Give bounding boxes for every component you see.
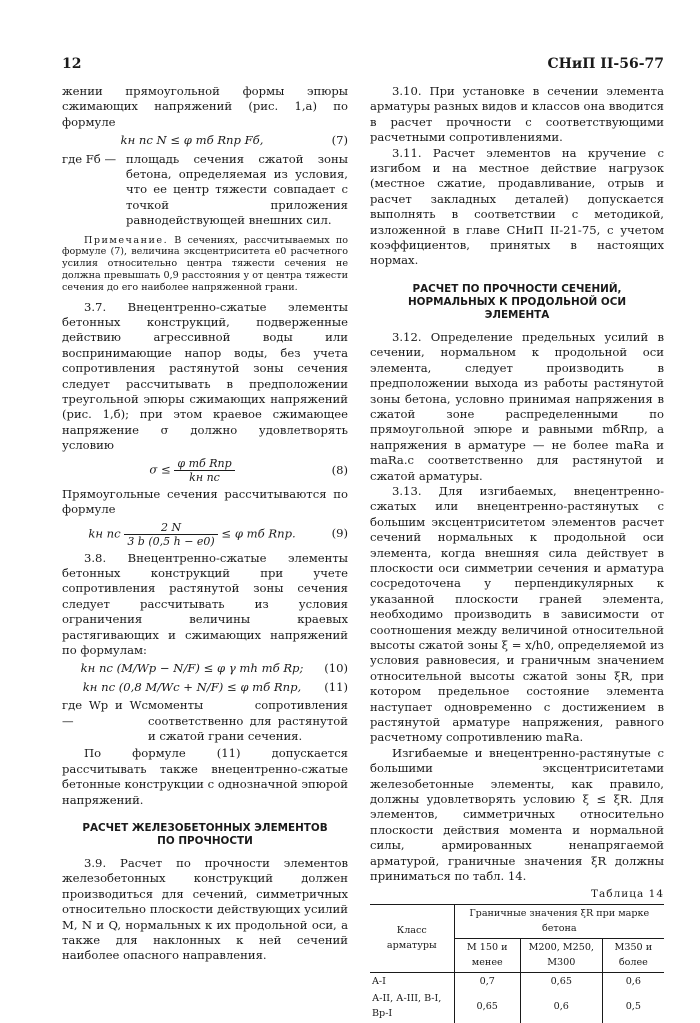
- formula-9: [62, 521, 348, 548]
- document-title: СНиП II-56-77: [547, 56, 664, 72]
- table-14: [370, 904, 664, 1023]
- note-text: В сечениях, рассчитываемых по формуле (7), величина эксцентриситета e0 расчетного усилия относительно центра тяжести сечения не должна превышать 0,9 расстояния y от центра тяжести сечения до его наиболее напряженной грани.: [62, 234, 348, 293]
- where-text: моменты сопротивления соответственно для растянутой и сжатой грани сечения.: [148, 698, 348, 743]
- formula-11-expr: kн nс (0,8 M/Wс + N/F) ≤ φ mб Rпр,: [82, 679, 302, 694]
- formula-11-number: (11): [324, 679, 348, 694]
- header-group: Граничные значения ξR при марке бетона: [454, 904, 664, 938]
- cell-value: 0,6: [602, 972, 664, 990]
- table-caption: Таблица 14: [591, 887, 664, 900]
- cell-value: 0,6: [520, 990, 602, 1023]
- formula-10-number: (10): [324, 661, 348, 676]
- paragraph-3-11: 3.11. Расчет элементов на кручение с изгибом и на местное действие нагрузок (местное сжатие, продавливание, отрыв и расчет закладных деталей) допускается выполнять в соответствии с методикой, изложенной в главе СНиП II-21-75, с учетом коэффициентов, принятых в настоящих нормах.: [370, 145, 664, 268]
- formula-7: [62, 133, 348, 148]
- formula-8: [62, 457, 348, 484]
- formula-9-right: ≤ φ mб Rпр.: [221, 526, 296, 541]
- formula-8-left: σ ≤: [149, 462, 171, 477]
- left-column: [62, 84, 348, 964]
- where-text: площадь сечения сжатой зоны бетона, определяемая из условия, что ее центр тяжести совпадает с точкой приложения равнодействующей внешних сил.: [126, 151, 348, 228]
- table-row: [370, 990, 664, 1023]
- paragraph-formula-11: По формуле (11) допускается рассчитывать также внецентренно-сжатые бетонные конструкции с однозначной эпюрой напряжений.: [62, 746, 348, 807]
- note: [62, 235, 348, 294]
- right-column: [370, 84, 664, 1023]
- formula-11: [62, 680, 348, 695]
- formula-9-denominator: 3 b (0,5 h − e0): [127, 534, 215, 548]
- header-m350: М350 и более: [602, 938, 664, 972]
- paragraph-3-7: 3.7. Внецентренно-сжатые элементы бетонных конструкций, подверженные действию агрессивной воды или воспринимающие напор воды, без учета сопротивления растянутой зоны сечения следует рассчитывать в предположении треугольной эпюры сжимающих напряжений (рис. 1,б); при этом краевое сжимающее напряжение σ должно удовлетворять условию: [62, 299, 348, 453]
- formula-7-expr: kн nс N ≤ φ mб Rпр Fб,: [120, 133, 264, 148]
- page-number: 12: [62, 56, 82, 72]
- paragraph-rect: Прямоугольные сечения рассчитываются по формуле: [62, 486, 348, 517]
- section-heading-1: РАСЧЕТ ЖЕЛЕЗОБЕТОННЫХ ЭЛЕМЕНТОВ ПО ПРОЧНОСТИ: [82, 822, 328, 848]
- cell-value: 0,7: [454, 972, 520, 990]
- paragraph-intro: жении прямоугольной формы эпюры сжимающих напряжений (рис. 1,а) по формуле: [62, 84, 348, 129]
- paragraph-3-9: 3.9. Расчет по прочности элементов железобетонных конструкций должен производиться для сечений, симметричных относительно плоскости действующих усилий M, N и Q, нормальных к их продольной оси, а также для наклонных к ней сечений наиболее опасного направления.: [62, 856, 348, 963]
- header-class: Класс арматуры: [386, 924, 437, 952]
- formula-7-number: (7): [331, 133, 348, 148]
- note-label: Примечание.: [84, 234, 169, 246]
- paragraph-bending: Изгибаемые и внецентренно-растянутые с большими эксцентриситетами железобетонные элементы, как правило, должны удовлетворять условию ξ ≤ ξR. Для элементов, симметричных относительно плоскости действия момента и нормальной силы, армированных ненапрягаемой арматурой, граничные значения ξR должны приниматься по табл. 14.: [370, 745, 664, 884]
- table-row: [370, 972, 664, 990]
- cell-value: 0,65: [520, 972, 602, 990]
- formula-8-numerator: φ mб Rпр: [174, 457, 234, 471]
- formula-9-numerator: 2 N: [124, 521, 217, 535]
- section-heading-2: РАСЧЕТ ПО ПРОЧНОСТИ СЕЧЕНИЙ, НОРМАЛЬНЫХ К ПРОДОЛЬНОЙ ОСИ ЭЛЕМЕНТА: [407, 282, 627, 321]
- where-label: где Fб —: [62, 151, 117, 166]
- formula-9-number: (9): [331, 526, 348, 541]
- table-header-row: [370, 904, 664, 938]
- formula-8-number: (8): [331, 462, 348, 477]
- cell-class: А-II, А-III, В-I, Вр-I: [372, 992, 442, 1020]
- where-block-7: [62, 152, 348, 229]
- paragraph-3-10: 3.10. При установке в сечении элемента арматуры разных видов и классов она вводится в расчет прочности с соответствующими расчетными сопротивлениями.: [370, 84, 664, 145]
- cell-value: 0,65: [454, 990, 520, 1023]
- formula-8-denominator: kн nс: [189, 470, 220, 484]
- paragraph-3-8: 3.8. Внецентренно-сжатые элементы бетонных конструкций при учете сопротивления растянутой зоны сечения следует рассчитывать из условия ограничения величины краевых растягивающих и сжимающих напряжений по формулам:: [62, 550, 348, 657]
- cell-value: 0,5: [602, 990, 664, 1023]
- header-m200-300: М200, М250, М300: [520, 938, 602, 972]
- where-label: где Wр и Wс —: [62, 698, 148, 728]
- where-block-11: [62, 698, 348, 744]
- formula-8-fraction: [174, 457, 234, 484]
- paragraph-3-13: 3.13. Для изгибаемых, внецентренно-сжатых или внецентренно-растянутых с большим эксцентриситетом элементов расчет сечений нормальных к продольной оси элемента, когда внешняя сила действует в плоскости оси симметрии сечения и арматура сосредоточена у перпендикулярных к указанной плоскости граней элемента, необходимо производить в зависимости от соотношения между величиной относительной высоты сжатой зоны ξ = x/h0, определяемой из условия равновесия, и граничным значением относительной высоты сжатой зоны ξR, при котором предельное состояние элемента наступает одновременно с достижением в растянутой арматуре напряжения, равного расчетному сопротивлению maRa.: [370, 483, 664, 745]
- formula-10: [62, 661, 348, 676]
- formula-9-fraction: [124, 521, 217, 548]
- formula-9-left: kн nс: [88, 526, 121, 541]
- header-m150: М 150 и менее: [454, 938, 520, 972]
- formula-10-expr: kн nс (M/Wр − N/F) ≤ φ γ mh mб Rр;: [80, 661, 304, 676]
- paragraph-3-12: 3.12. Определение предельных усилий в сечении, нормальном к продольной оси элемента, следует производить в предположении выхода из работы растянутой зоны бетона, условно принимая напряжения в сжатой зоне распределенными по прямоугольной эпюре и равными mбRпр, а напряжения в арматуре — не более maRa и maRa.c соответственно для растянутой и сжатой арматуры.: [370, 329, 664, 483]
- cell-class: A-I: [372, 975, 386, 987]
